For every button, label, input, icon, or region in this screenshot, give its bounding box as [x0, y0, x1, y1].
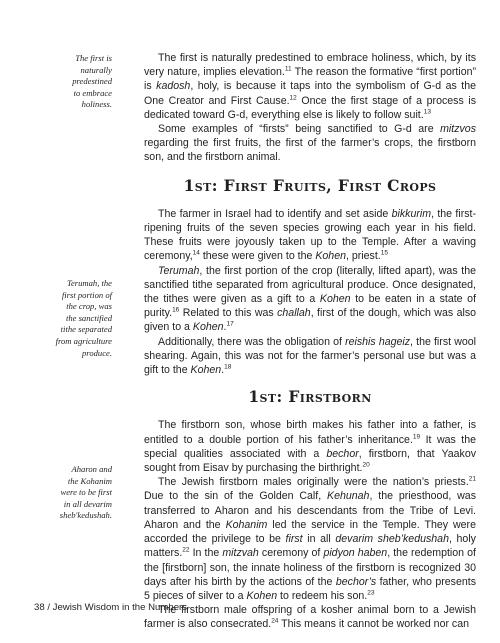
footnote-ref[interactable]: 13: [423, 108, 431, 116]
footnote-ref[interactable]: 16: [172, 306, 180, 314]
footnote-ref[interactable]: 12: [289, 94, 297, 102]
main-text: [144, 51, 476, 632]
paragraph: The Jewish firstborn males originally were the nation’s priests.$^{21}$ Due to the sin of the Golden Calf, Kehunah, the priesthood, was transferred to Aharon and his descendants from the Tribe of Levi. Aharon and the Kohanim led the service in the Temple. They were accorded the privilege to be first in all devarim sheb’kedushah, holy matters.$^{22}$ In the mitzvah ceremony of pidyon haben, the redemption of the [firstborn] son, the innate holiness of the firstborn is recognized 30 days after his birth by the actions of the bechor’s father, who presents 5 pieces of silver to a Kohen to redeem his son.$^{23}$: [144, 475, 477, 602]
page-footer: 38 / Jewish Wisdom in the Numbers: [34, 602, 188, 613]
footnote-ref[interactable]: 17: [226, 320, 234, 328]
footnote-ref[interactable]: 14: [192, 249, 200, 257]
footnote-ref[interactable]: 11: [284, 65, 292, 73]
section-heading-first-fruits: 1st: First Fruits, First Crops: [183, 175, 437, 195]
section-heading-firstborn: 1st: Firstborn: [248, 387, 372, 407]
footnote-ref[interactable]: 20: [362, 461, 370, 469]
sidenote-first-naturally: The first is naturally predestined to embrace holiness.: [72, 53, 112, 110]
paragraph: The first is naturally predestined to embrace holiness, which, by its very nature, implies elevation.$^{11}$ The reason the formative “first portion” is kadosh, holy, is because it taps into the symbolism of G-d as the One Creator and First Cause.$^{12}$ Once the first stage of a process is dedicated toward G-d, everything else is likely to follow suit.$^{13}$: [144, 52, 477, 121]
footnote-ref[interactable]: 24: [271, 617, 279, 625]
paragraph: Terumah, the first portion of the crop (literally, lifted apart), was the sanctified tithe separated from agricultural produce. Once designated, the tithes were given as a gift to a Kohen to be eaten in a state of purity.$^{16}$ Related to this was challah, first of the dough, which was also given to a Kohen.$^{17}$: [144, 264, 477, 334]
footnote-ref[interactable]: 21: [468, 475, 476, 483]
footnote-ref[interactable]: 15: [380, 249, 388, 257]
paragraph: The farmer in Israel had to identify and set aside bikkurim, the first-ripening fruits of the seven species growing each year in his field. These fruits were joyously taken up to the Temple. After a waving ceremony,$^{14}$ these were given to the Kohen, priest.$^{15}$: [144, 207, 477, 263]
paragraph: The firstborn male offspring of a kosher animal born to a Jewish farmer is also consecrated.$^{24}$ This means it cannot be worked nor can: [144, 604, 476, 631]
paragraph: Some examples of “firsts” being sanctified to G-d are mitzvos regarding the first fruits, the first of the farmer’s crops, the firstborn son, and the firstborn animal.: [144, 123, 476, 164]
paragraph: The firstborn son, whose birth makes his father into a father, is entitled to a double portion of his father’s inheritance.$^{19}$ It was the special qualities associated with a bechor, firstborn, that Yaakov sought from Eisav by purchasing the birthright.$^{20}$: [144, 419, 477, 475]
footnote-ref[interactable]: 18: [224, 363, 232, 371]
sidenote-terumah: Terumah, the first portion of the crop, was the sanctified tithe separated from agriculture produce.: [55, 278, 112, 358]
footnote-ref[interactable]: 22: [182, 546, 190, 554]
sidenote-aharon-kohanim: Aharon and the Kohanim were to be first in all devarim sheb'kedushah.: [59, 464, 112, 521]
footnote-ref[interactable]: 19: [412, 433, 421, 441]
paragraph: Additionally, there was the obligation of reishis hageiz, the first wool shearing. Again, this was not for the farmer’s personal use but was a gift to the Kohen.$^{18}$: [144, 335, 476, 377]
footnote-ref[interactable]: 23: [367, 589, 375, 597]
